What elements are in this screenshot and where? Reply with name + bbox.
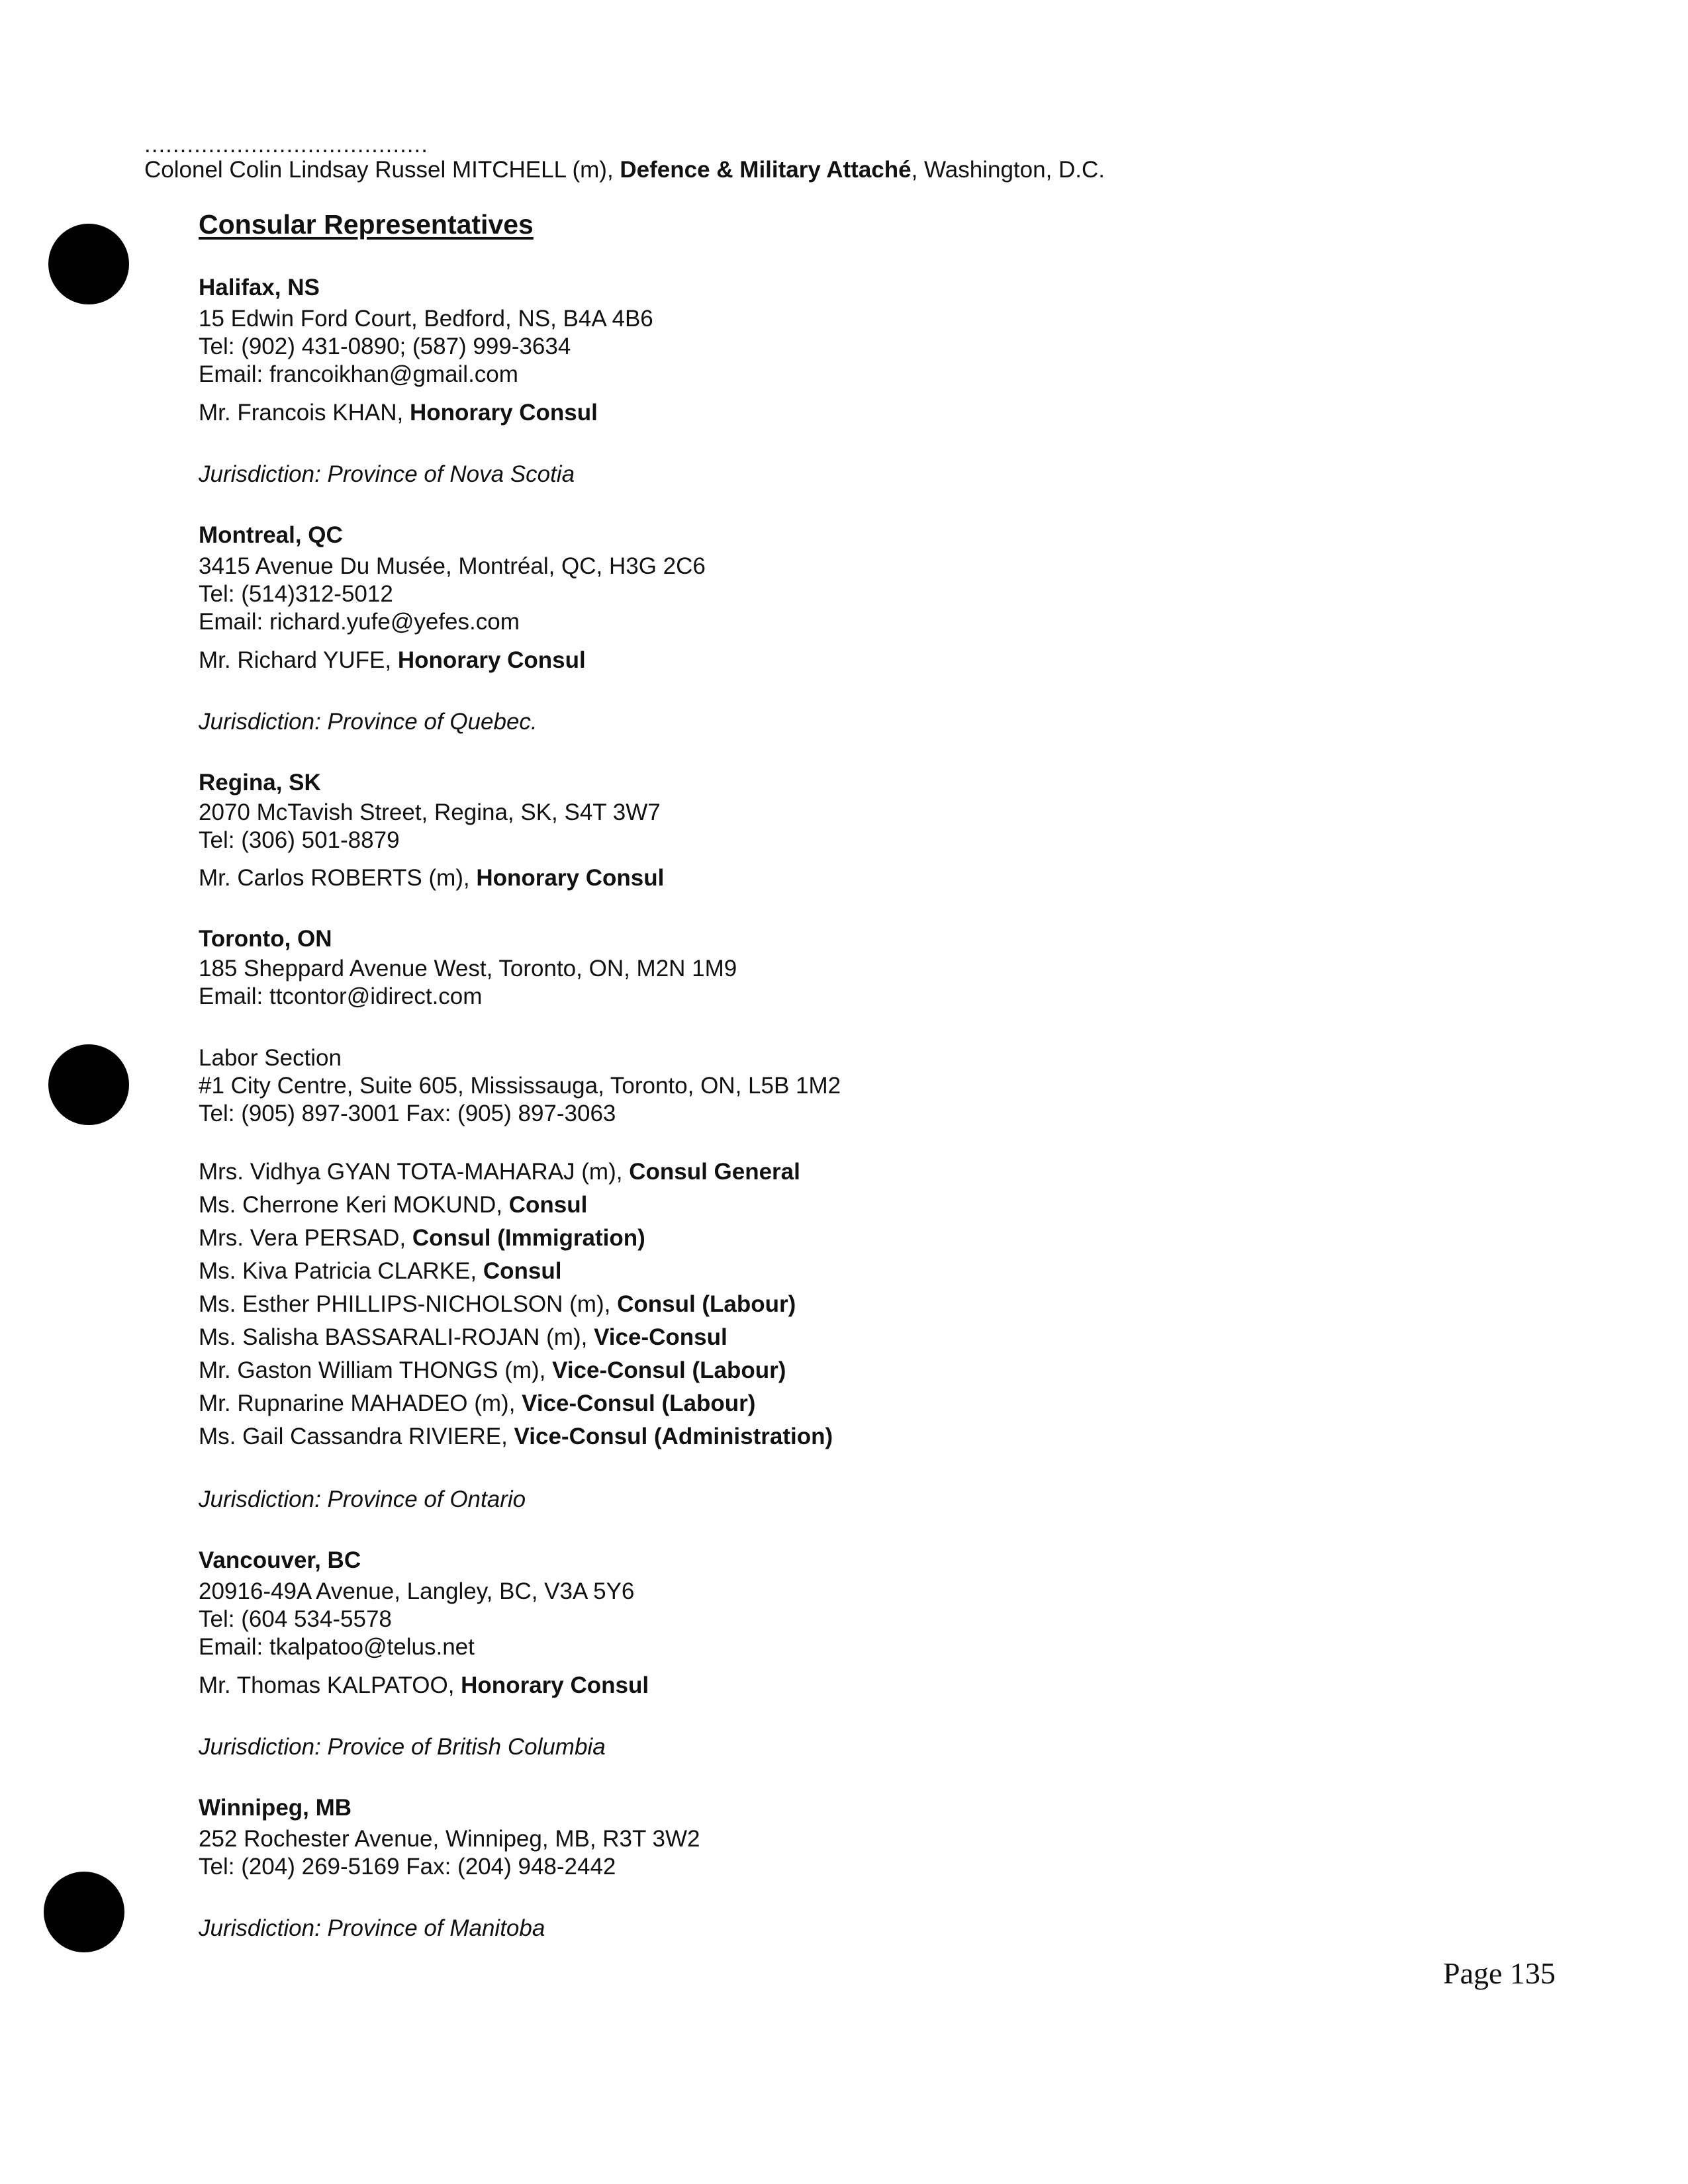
staff-row: Mr. Gaston William THONGS (m), Vice-Consul (Labour)	[199, 1357, 786, 1383]
regina-consul: Mr. Carlos ROBERTS (m), Honorary Consul	[199, 865, 665, 891]
winnipeg-jurisdiction: Jurisdiction: Province of Manitoba	[199, 1915, 545, 1941]
montreal-jurisdiction: Jurisdiction: Province of Quebec.	[199, 709, 538, 735]
city-heading-toronto: Toronto, ON	[199, 926, 332, 952]
toronto-email: Email: ttcontor@idirect.com	[199, 983, 483, 1009]
vancouver-address: 20916-49A Avenue, Langley, BC, V3A 5Y6	[199, 1578, 635, 1604]
winnipeg-address: 252 Rochester Avenue, Winnipeg, MB, R3T 3W2	[199, 1826, 700, 1852]
staff-row: Ms. Cherrone Keri MOKUND, Consul	[199, 1192, 588, 1218]
punch-hole-top	[48, 224, 129, 304]
toronto-labor-address: #1 City Centre, Suite 605, Mississauga, Toronto, ON, L5B 1M2	[199, 1073, 841, 1099]
city-heading-vancouver: Vancouver, BC	[199, 1547, 361, 1573]
vancouver-consul: Mr. Thomas KALPATOO, Honorary Consul	[199, 1672, 649, 1698]
staff-row: Mr. Rupnarine MAHADEO (m), Vice-Consul (Labour)	[199, 1390, 756, 1416]
vancouver-tel: Tel: (604 534-5578	[199, 1606, 392, 1632]
toronto-labor-section-label: Labor Section	[199, 1045, 342, 1071]
halifax-jurisdiction: Jurisdiction: Province of Nova Scotia	[199, 461, 575, 487]
vancouver-jurisdiction: Jurisdiction: Provice of British Columbia	[199, 1734, 606, 1760]
staff-row: Ms. Gail Cassandra RIVIERE, Vice-Consul (Administration)	[199, 1424, 833, 1449]
toronto-address: 185 Sheppard Avenue West, Toronto, ON, M2N 1M9	[199, 956, 737, 981]
toronto-labor-tel: Tel: (905) 897-3001 Fax: (905) 897-3063	[199, 1101, 616, 1126]
regina-address: 2070 McTavish Street, Regina, SK, S4T 3W7	[199, 799, 661, 825]
vancouver-email: Email: tkalpatoo@telus.net	[199, 1634, 475, 1660]
halifax-consul: Mr. Francois KHAN, Honorary Consul	[199, 400, 598, 426]
dotted-separator: ........................................	[144, 132, 428, 158]
punch-hole-middle	[48, 1044, 129, 1125]
montreal-tel: Tel: (514)312-5012	[199, 581, 393, 607]
punch-hole-bottom	[44, 1872, 124, 1952]
page-number: Page 135	[1443, 1956, 1556, 1990]
montreal-address: 3415 Avenue Du Musée, Montréal, QC, H3G 2C6	[199, 553, 706, 579]
attache-line: Colonel Colin Lindsay Russel MITCHELL (m), Defence & Military Attaché, Washington, D.C.	[144, 157, 1105, 183]
halifax-tel: Tel: (902) 431-0890; (587) 999-3634	[199, 334, 571, 359]
regina-tel: Tel: (306) 501-8879	[199, 827, 400, 853]
winnipeg-tel: Tel: (204) 269-5169 Fax: (204) 948-2442	[199, 1854, 616, 1880]
staff-row: Ms. Salisha BASSARALI-ROJAN (m), Vice-Consul	[199, 1324, 727, 1350]
city-heading-regina: Regina, SK	[199, 770, 321, 796]
halifax-address: 15 Edwin Ford Court, Bedford, NS, B4A 4B6	[199, 306, 653, 332]
staff-row: Ms. Esther PHILLIPS-NICHOLSON (m), Consul (Labour)	[199, 1291, 796, 1317]
city-heading-montreal: Montreal, QC	[199, 522, 343, 548]
staff-row: Mrs. Vidhya GYAN TOTA-MAHARAJ (m), Consul General	[199, 1159, 800, 1185]
staff-row: Ms. Kiva Patricia CLARKE, Consul	[199, 1258, 562, 1284]
montreal-email: Email: richard.yufe@yefes.com	[199, 609, 520, 635]
staff-row: Mrs. Vera PERSAD, Consul (Immigration)	[199, 1225, 645, 1251]
toronto-jurisdiction: Jurisdiction: Province of Ontario	[199, 1486, 526, 1512]
city-heading-winnipeg: Winnipeg, MB	[199, 1795, 352, 1821]
city-heading-halifax: Halifax, NS	[199, 275, 320, 300]
montreal-consul: Mr. Richard YUFE, Honorary Consul	[199, 647, 586, 673]
section-title: Consular Representatives	[199, 209, 534, 240]
halifax-email: Email: francoikhan@gmail.com	[199, 361, 518, 387]
